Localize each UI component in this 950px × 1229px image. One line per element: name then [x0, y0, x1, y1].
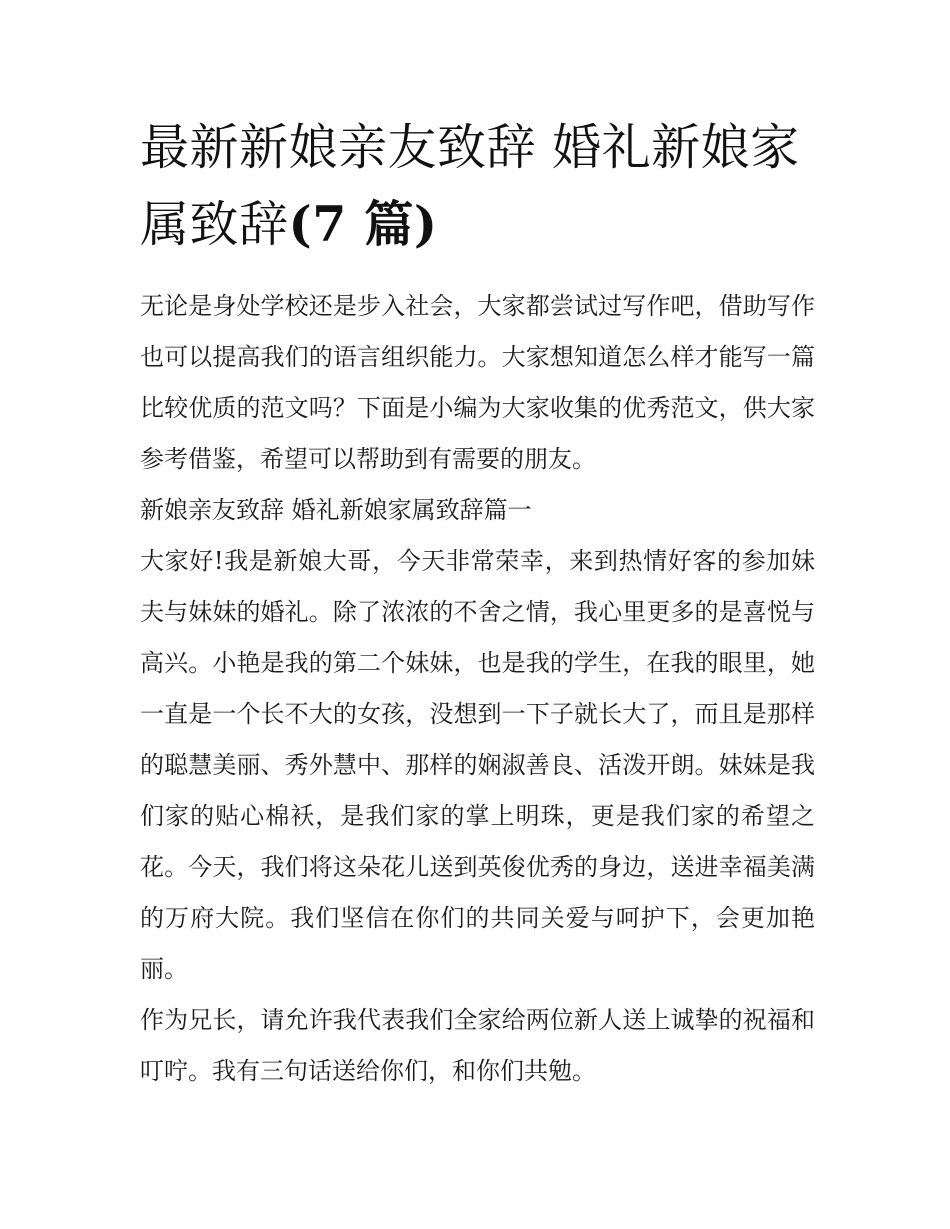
- intro-paragraph: 无论是身处学校还是步入社会，大家都尝试过写作吧，借助写作也可以提高我们的语言组织能力。大家想知道怎么样才能写一篇比较优质的范文吗？下面是小编为大家收集的优秀范文，供大家参考借鉴，希望可以帮助到有需要的朋友。: [140, 292, 815, 473]
- body-paragraph: 作为兄长，请允许我代表我们全家给两位新人送上诚挚的祝福和叮咛。我有三句话送给你们，和你们共勉。: [140, 1006, 815, 1085]
- document-title: [140, 110, 815, 263]
- title-main: 最新新娘亲友致辞 婚礼新娘家属致辞: [140, 119, 800, 253]
- section-heading: 新娘亲友致辞 婚礼新娘家属致辞篇一: [140, 496, 532, 524]
- document-page: [140, 110, 815, 1097]
- title-suffix: (7 篇): [288, 195, 438, 253]
- body-paragraph: 大家好!我是新娘大哥，今天非常荣幸，来到热情好客的参加妹夫与妹妹的婚礼。除了浓浓的不舍之情，我心里更多的是喜悦与高兴。小艳是我的第二个妹妹，也是我的学生，在我的眼里，她一直是一个长不大的女孩，没想到一下子就长大了，而且是那样的聪慧美丽、秀外慧中、那样的娴淑善良、活泼开朗。妹妹是我们家的贴心棉袄，是我们家的掌上明珠，更是我们家的希望之花。今天，我们将这朵花儿送到英俊优秀的身边，送进幸福美满的万府大院。我们坚信在你们的共同关爱与呵护下，会更加艳丽。: [140, 547, 815, 983]
